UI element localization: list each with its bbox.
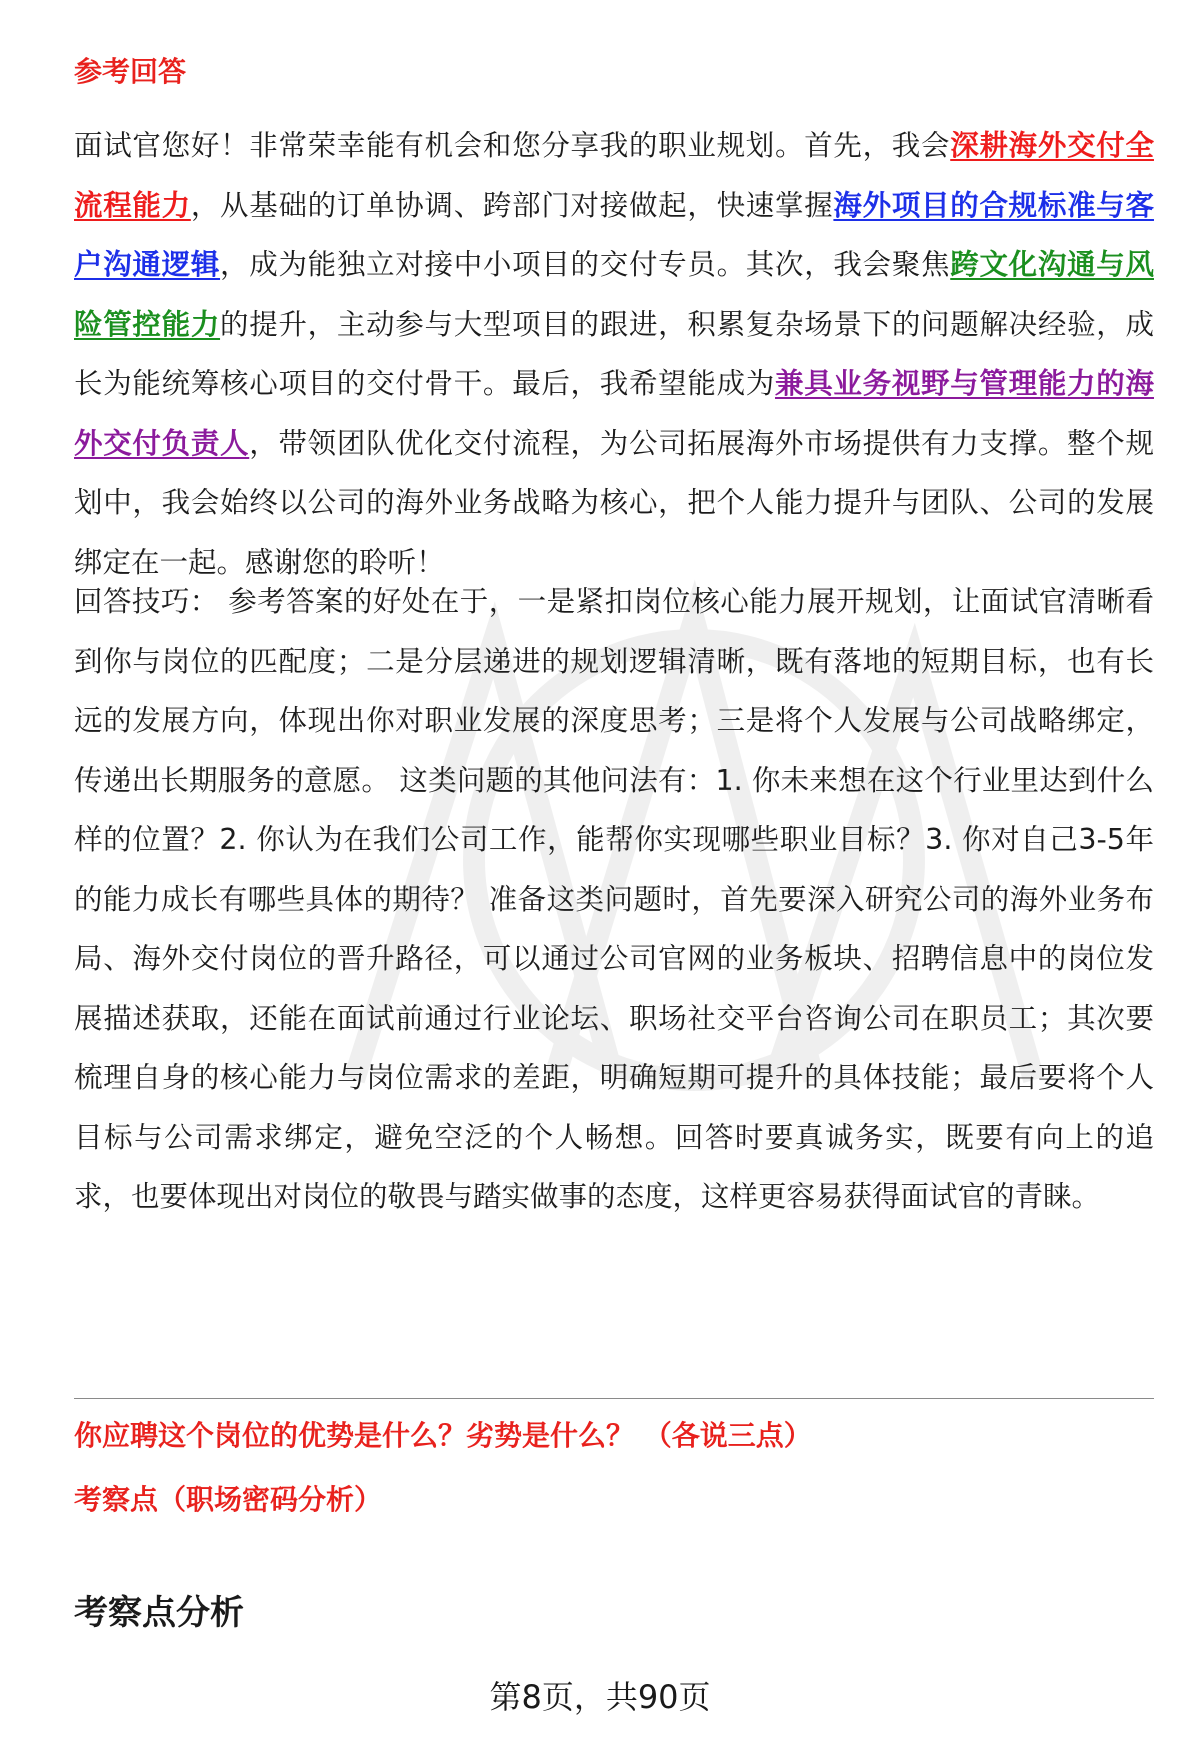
highlighted-phrase: 海外项目的合规标准与客户沟通逻辑 [74,188,1154,281]
highlighted-phrase: 深耕海外交付全流程能力 [74,129,1154,222]
analysis-heading: 考察点分析 [74,1593,244,1633]
next-question-title: 你应聘这个岗位的优势是什么？劣势是什么？ （各说三点） [74,1419,812,1452]
section-divider [74,1398,1154,1399]
paragraph-text: ，从基础的订单协调、跨部门对接做起，快速掌握 [190,188,834,222]
page-indicator: 第8页，共90页 [489,1678,711,1716]
highlighted-phrase: 兼具业务视野与管理能力的海外交付负责人 [74,367,1154,460]
focus-point-label: 考察点（职场密码分析） [74,1483,383,1516]
paragraph-text: 面试官您好！非常荣幸能有机会和您分享我的职业规划。首先，我会 [74,129,951,162]
answer-tips-paragraph: 回答技巧： 参考答案的好处在于，一是紧扣岗位核心能力展开规划，让面试官清晰看到你与岗位的匹配度；二是分层递进的规划逻辑清晰，既有落地的短期目标，也有长远的发展方向，体现出你对职业发展的深度思考；三是将个人发展与公司战略绑定，传递出长期服务的意愿。 这类问题的其他问法有：1. 你未来想在这个行业里达到什么样的位置？2. 你认为在我们公司工作，能帮你实现哪些职业目标？3. 你对自己3-5年的能力成长有哪些具体的期待？ 准备这类问题时，首先要深入研究公司的海外业务布局、海外交付岗位的晋升路径，可以通过公司官网的业务板块、招聘信息中的岗位发展描述获取，还能在面试前通过行业论坛、职场社交平台咨询公司在职员工；其次要梳理自身的核心能力与岗位需求的差距，明确短期可提升的具体技能；最后要将个人目标与公司需求绑定，避免空泛的个人畅想。回答时要真诚务实，既要有向上的追求，也要体现出对岗位的敬畏与踏实做事的态度，这样更容易获得面试官的青睐。 [74,585,1154,1213]
reference-answer-paragraph [74,116,1154,592]
paragraph-text: ，带领团队优化交付流程，为公司拓展海外市场提供有力支撑。整个规划中，我会始终以公司的海外业务战略为核心，把个人能力提升与团队、公司的发展绑定在一起。感谢您的聆听！ [74,426,1154,579]
document-page [74,0,1154,1755]
paragraph-text: ，成为能独立对接中小项目的交付专员。其次，我会聚焦 [220,248,951,281]
reference-answer-label: 参考回答 [74,55,187,88]
paragraph-text: 的提升，主动参与大型项目的跟进，积累复杂场景下的问题解决经验，成长为能统筹核心项目的交付骨干。最后，我希望能成为 [74,307,1154,400]
highlighted-phrase: 跨文化沟通与风险管控能力 [74,248,1154,341]
